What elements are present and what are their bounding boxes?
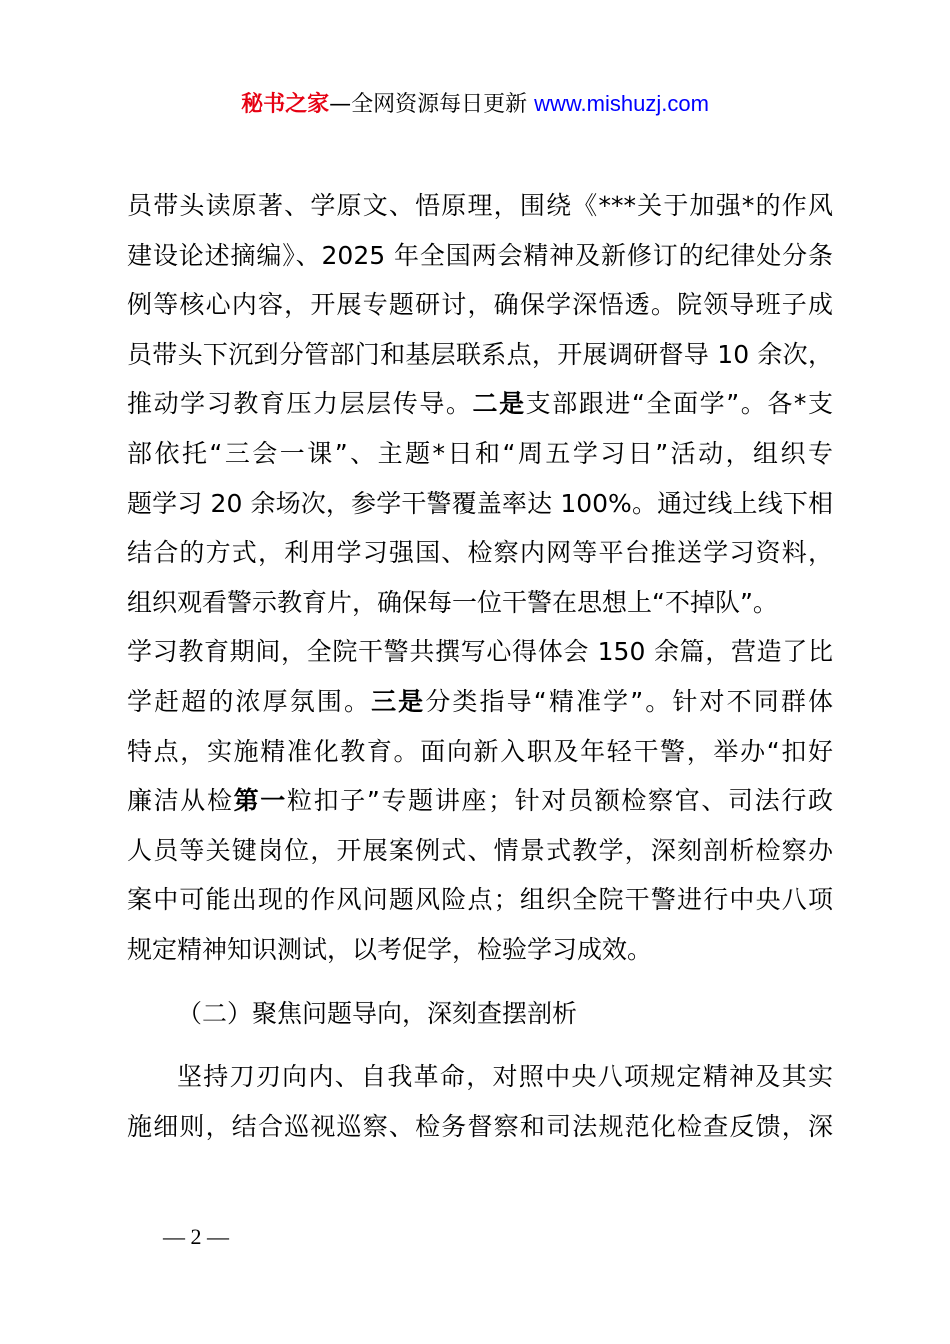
- header-tagline: —全网资源每日更新: [329, 92, 528, 117]
- text-line: 建设论述摘编》、2025 年全国两会精神及新修订的纪律处分条: [127, 240, 833, 270]
- header-brand: 秘书之家: [241, 92, 330, 117]
- text-line: [127, 677, 833, 727]
- text-line: 人员等关键岗位，开展案例式、情景式教学，深刻剖析检察办: [127, 835, 833, 865]
- text-line: 规定精神知识测试，以考促学，检验学习成效。: [127, 934, 653, 964]
- text-run: 推动学习教育压力层层传导。: [127, 389, 473, 419]
- text-line: 学习教育期间，全院干警共撰写心得体会 150 余篇，营造了比: [127, 637, 833, 667]
- emphasis-er-shi: 二是: [472, 389, 526, 419]
- text-line: 部依托“三会一课”、主题*日和“周五学习日”活动，组织专: [127, 438, 833, 468]
- section-heading: （二）聚焦问题导向，深刻查摆剖析: [177, 998, 578, 1028]
- page-number: — 2 —: [163, 1224, 229, 1249]
- text-line: 员带头读原著、学原文、悟原理，围绕《***关于加强*的作风: [127, 191, 833, 220]
- text-line: 案中可能出现的作风问题风险点；组织全院干警进行中央八项: [127, 885, 833, 915]
- text-run: 学赶超的浓厚氛围。: [127, 686, 372, 716]
- text-line: [127, 379, 833, 429]
- text-line: 组织观看警示教育片，确保每一位干警在思想上“不掉队”。: [127, 587, 778, 617]
- text-line: 结合的方式，利用学习强国、检察内网等平台推送学习资料，: [127, 538, 833, 568]
- emphasis-san-shi: 三是: [371, 686, 426, 716]
- text-line: 特点，实施精准化教育。面向新入职及年轻干警，举办“扣好: [127, 736, 833, 766]
- text-run: 粒扣子”专题讲座；针对员额检察官、司法行政: [286, 786, 833, 816]
- text-run: 廉洁从检: [127, 786, 234, 816]
- text-run: 支部跟进“全面学”。各*支: [525, 389, 833, 419]
- text-line: 施细则，结合巡视巡察、检务督察和司法规范化检查反馈，深: [127, 1111, 833, 1141]
- text-run: 分类指导“精准学”。针对不同群体: [425, 686, 833, 716]
- document-body: [127, 181, 833, 1151]
- site-header: [0, 86, 950, 123]
- text-line: 例等核心内容，开展专题研讨，确保学深悟透。院领导班子成: [127, 290, 833, 320]
- text-line: 员带头下沉到分管部门和基层联系点，开展调研督导 10 余次，: [127, 339, 833, 369]
- text-line: 坚持刀刃向内、自我革命，对照中央八项规定精神及其实: [177, 1062, 833, 1092]
- header-url-link[interactable]: www.mishuzj.com: [534, 91, 709, 116]
- text-line: [127, 776, 833, 826]
- text-line: 题学习 20 余场次，参学干警覆盖率达 100%。通过线上线下相: [127, 488, 833, 518]
- emphasis-di-yi: 第一: [233, 786, 287, 816]
